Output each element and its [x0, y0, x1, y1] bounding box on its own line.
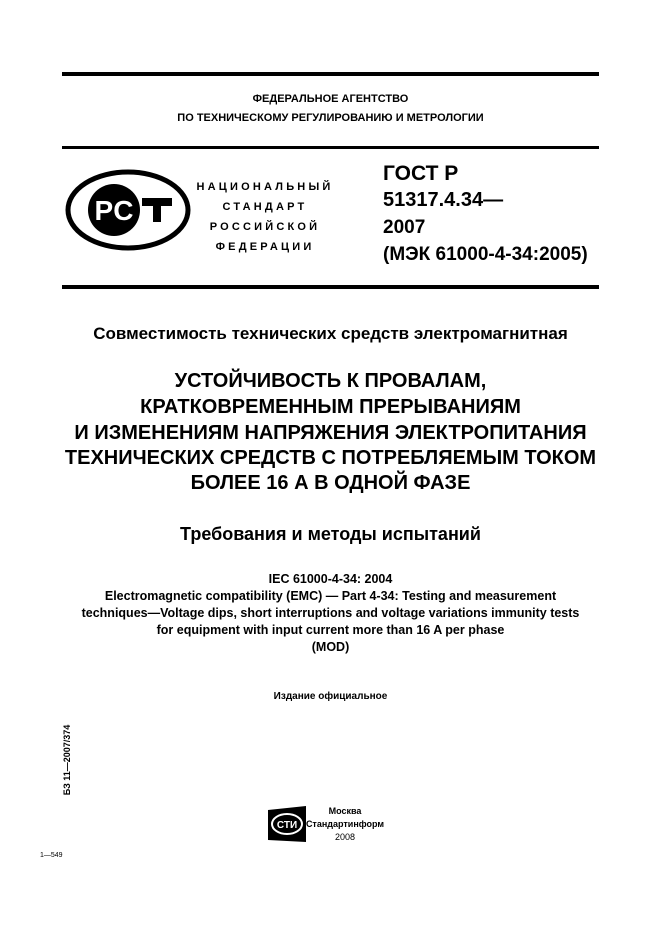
gost-logo [64, 168, 192, 252]
main-title-line: И ИЗМЕНЕНИЯМ НАПРЯЖЕНИЯ ЭЛЕКТРОПИТАНИЯ [74, 422, 587, 444]
national-standard-line: ФЕДЕРАЦИИ [215, 241, 315, 253]
header-rule [62, 146, 599, 149]
edition-label: Издание официальное [273, 691, 388, 702]
main-title-line: ТЕХНИЧЕСКИХ СРЕДСТВ С ПОТРЕБЛЯЕМЫМ ТОКОМ [64, 447, 597, 469]
publisher-name: Стандартинформ [305, 819, 385, 829]
designation-line: 2007 [383, 217, 426, 238]
subtitle: Требования и методы испытаний [180, 524, 481, 544]
agency-line-1: ФЕДЕРАЛЬНОЕ АГЕНТСТВО [252, 93, 409, 105]
main-title-line: УСТОЙЧИВОСТЬ К ПРОВАЛАМ, [174, 370, 487, 392]
national-standard-line: НАЦИОНАЛЬНЫЙ [196, 181, 334, 193]
iec-line: IEC 61000-4-34: 2004 [268, 572, 393, 586]
print-code: 1—549 [40, 852, 63, 859]
designation-rule [62, 285, 599, 289]
national-standard-line: СТАНДАРТ [222, 201, 308, 213]
iec-line: (MOD) [311, 640, 350, 654]
publisher-city: Москва [328, 806, 362, 816]
national-standard-line: РОССИЙСКОЙ [209, 221, 321, 233]
svg-text:PC: PC [94, 195, 134, 226]
designation-line: (МЭК 61000-4-34:2005) [383, 244, 588, 265]
side-code: БЗ 11—2007/374 [62, 724, 72, 796]
iec-line: techniques—Voltage dips, short interruptions and voltage variations immunity tests [81, 606, 580, 620]
publisher-year: 2008 [334, 832, 356, 842]
main-title-line: КРАТКОВРЕМЕННЫМ ПРЕРЫВАНИЯМ [140, 396, 521, 418]
designation-line: 51317.4.34— [383, 189, 504, 211]
top-rule [62, 72, 599, 76]
main-title-line: БОЛЕЕ 16 А В ОДНОЙ ФАЗЕ [190, 472, 471, 494]
general-title: Совместимость технических средств электромагнитная [93, 324, 568, 343]
svg-text:СТИ: СТИ [276, 820, 298, 831]
designation-line: ГОСТ Р [383, 162, 459, 185]
agency-line-2: ПО ТЕХНИЧЕСКОМУ РЕГУЛИРОВАНИЮ И МЕТРОЛОГИИ [177, 112, 484, 124]
iec-line: for equipment with input current more than 16 A per phase [156, 623, 505, 637]
iec-line: Electromagnetic compatibility (EMC) — Part 4-34: Testing and measurement [104, 589, 557, 603]
